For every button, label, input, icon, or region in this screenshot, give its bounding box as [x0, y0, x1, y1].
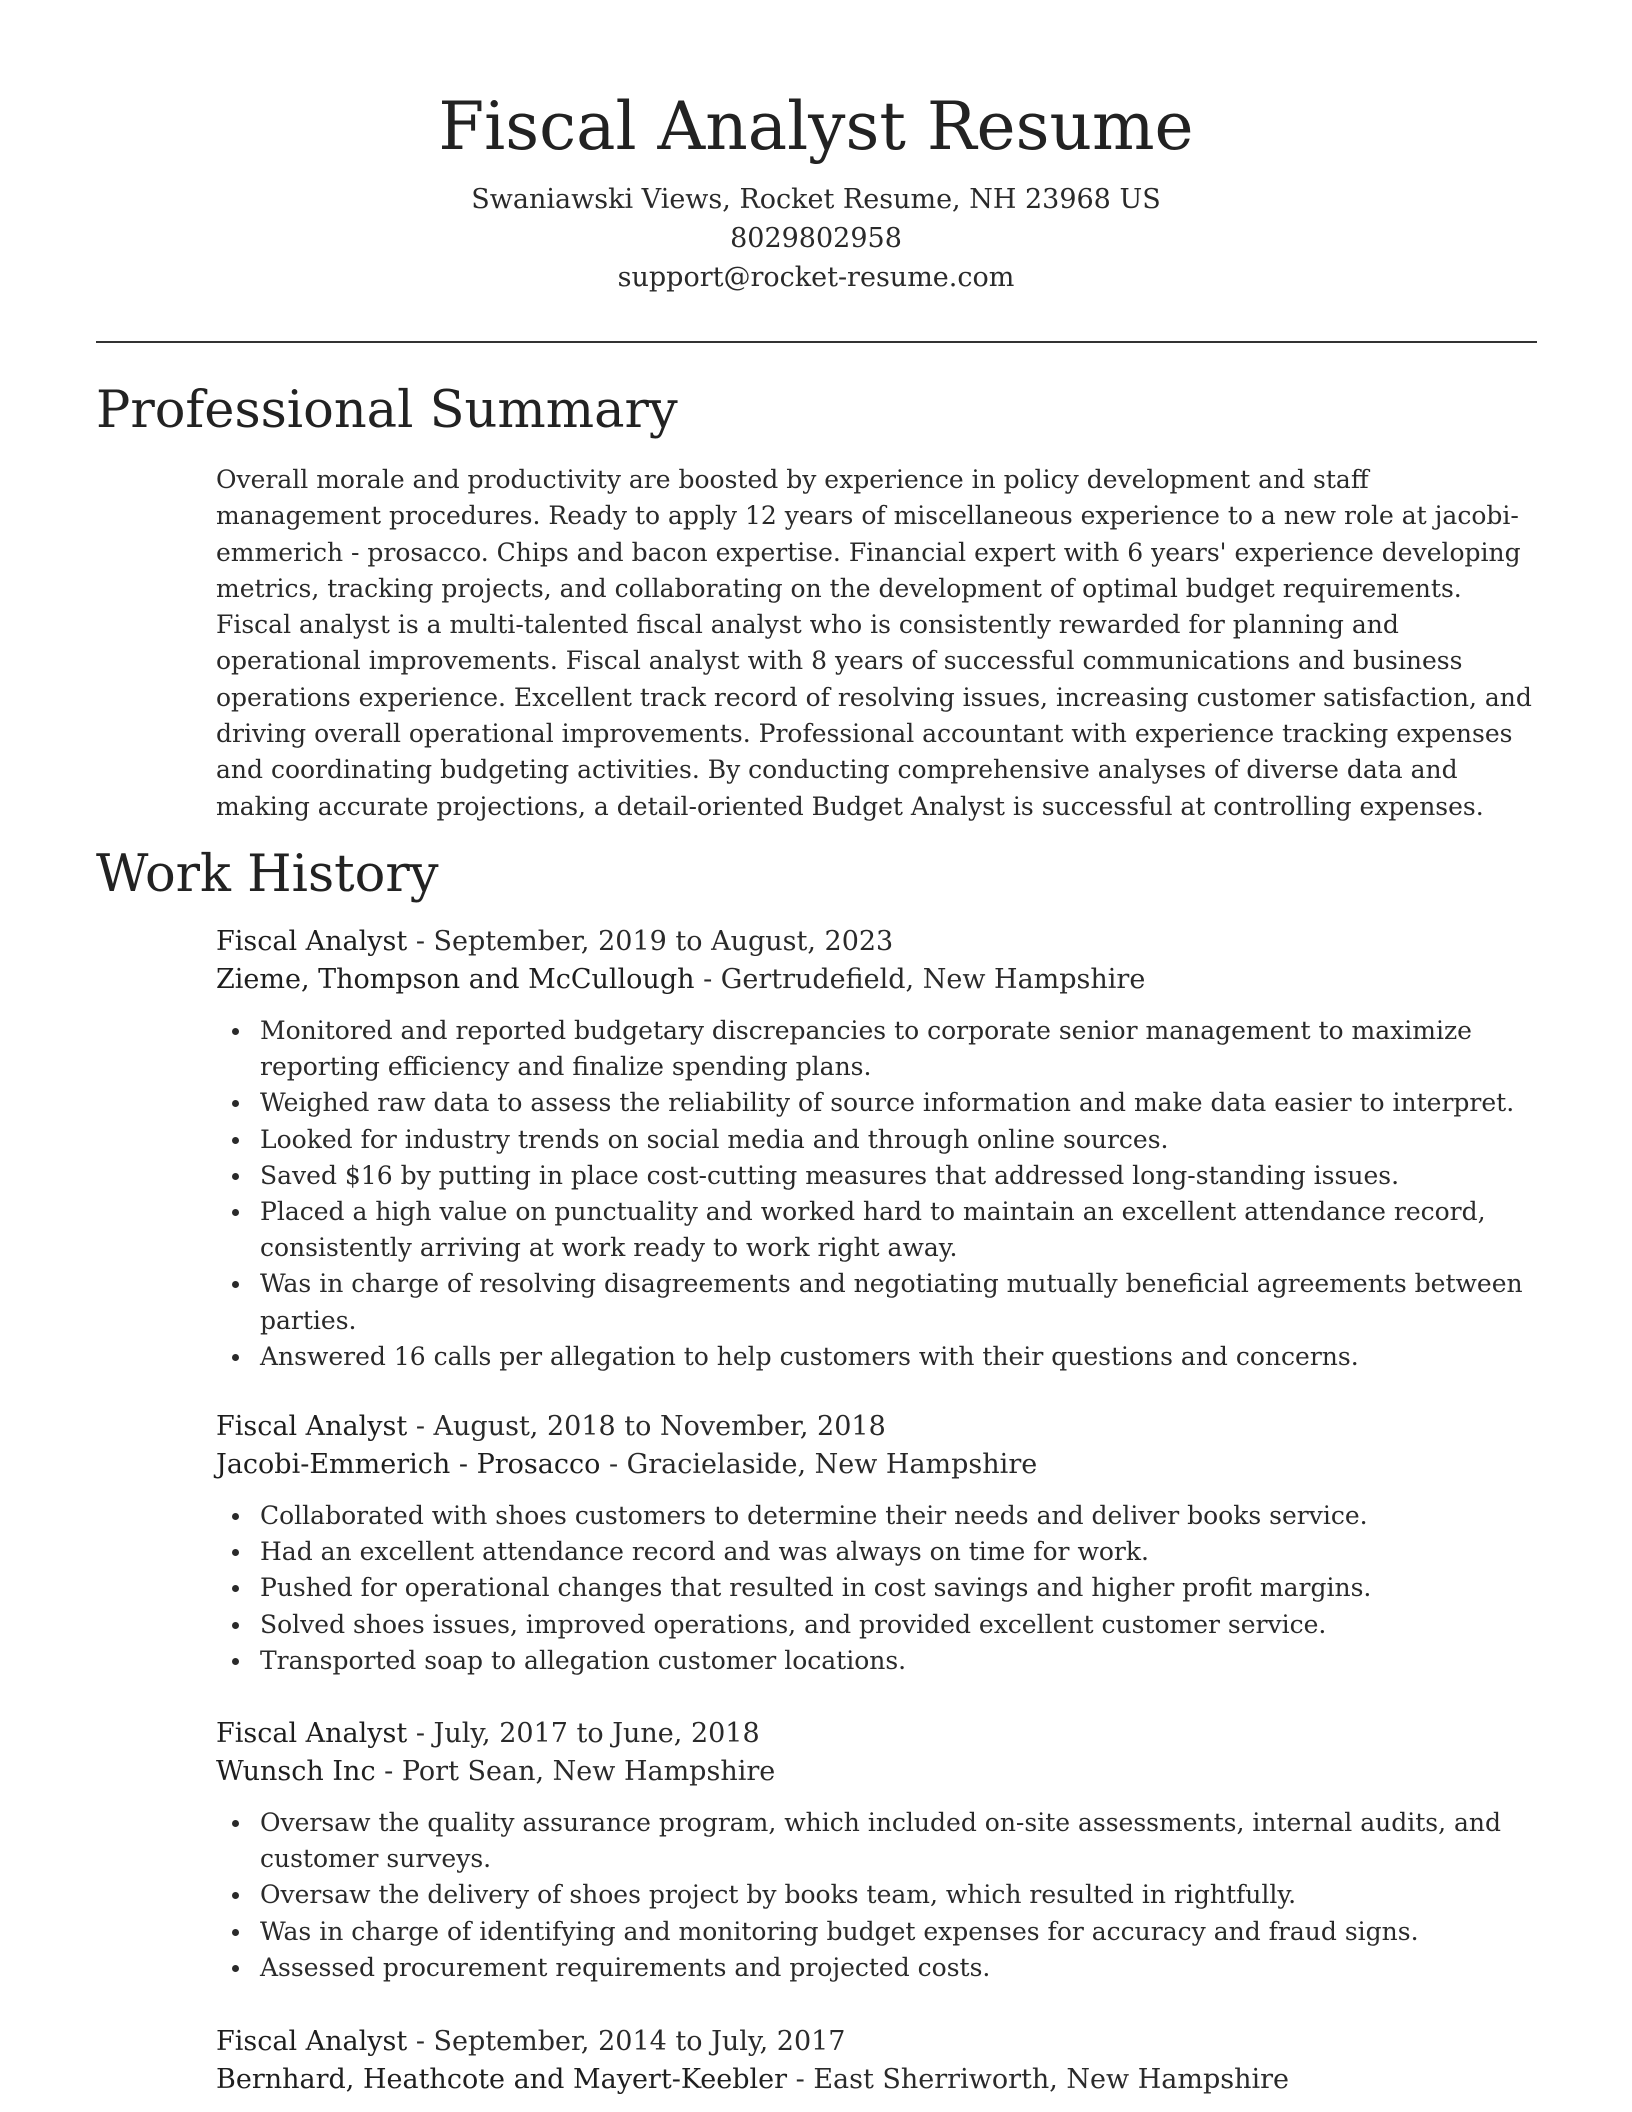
job-dates: - August, 2018 to November, 2018 — [407, 1411, 886, 1442]
job-bullet: Collaborated with shoes customers to determine their needs and deliver books service. — [216, 1498, 1546, 1534]
job-bullet: Answered 16 calls per allegation to help customers with their questions and concerns. — [216, 1339, 1546, 1375]
job-bullets — [216, 1013, 1546, 1375]
job-title-line — [216, 2023, 1546, 2061]
job-entry — [216, 1408, 1546, 1679]
job-title: Fiscal Analyst — [216, 926, 408, 957]
job-bullet: Had an excellent attendance record and was always on time for work. — [216, 1534, 1546, 1570]
job-company: Wunsch Inc — [216, 1756, 376, 1787]
job-title-line — [216, 923, 1546, 961]
job-title: Fiscal Analyst — [216, 2026, 408, 2057]
job-company-line — [216, 2061, 1546, 2099]
job-bullet: Weighed raw data to assess the reliability of source information and make data easier to interpret. — [216, 1085, 1546, 1121]
job-dates: - July, 2017 to June, 2018 — [407, 1718, 760, 1749]
job-company: Jacobi-Emmerich - Prosacco — [216, 1449, 601, 1480]
job-bullets — [216, 1498, 1546, 1679]
job-bullet: Monitored and reported budgetary discrepancies to corporate senior management to maximize reporting efficiency and finalize spending plans. — [216, 1013, 1546, 1085]
job-entry — [216, 2023, 1546, 2099]
job-location: - Port Sean, New Hampshire — [375, 1756, 776, 1787]
job-entry — [216, 923, 1546, 1375]
contact-email: support@rocket-resume.com — [617, 262, 1015, 293]
job-bullet: Solved shoes issues, improved operations, and provided excellent customer service. — [216, 1607, 1546, 1643]
job-bullets — [216, 1805, 1546, 1986]
job-bullet: Saved $16 by putting in place cost-cutting measures that addressed long-standing issues. — [216, 1158, 1546, 1194]
job-company-line — [216, 1753, 1546, 1791]
summary-heading: Professional Summary — [96, 381, 678, 440]
job-title: Fiscal Analyst — [216, 1718, 408, 1749]
job-dates: - September, 2019 to August, 2023 — [407, 926, 894, 957]
job-location: - Gertrudefield, New Hampshire — [694, 964, 1146, 995]
job-title-line — [216, 1408, 1546, 1446]
job-company: Zieme, Thompson and McCullough — [216, 964, 695, 995]
job-company-line — [216, 961, 1546, 999]
header-divider — [96, 341, 1537, 343]
job-title-line — [216, 1715, 1546, 1753]
job-company: Bernhard, Heathcote and Mayert-Keebler — [216, 2064, 788, 2095]
job-bullet: Was in charge of identifying and monitoring budget expenses for accuracy and fraud signs. — [216, 1914, 1546, 1950]
job-title: Fiscal Analyst — [216, 1411, 408, 1442]
job-bullet: Was in charge of resolving disagreements and negotiating mutually beneficial agreements between parties. — [216, 1266, 1546, 1338]
job-bullet: Assessed procurement requirements and projected costs. — [216, 1950, 1546, 1986]
job-bullet: Looked for industry trends on social media and through online sources. — [216, 1122, 1546, 1158]
job-bullet: Oversaw the quality assurance program, which included on-site assessments, internal audits, and customer surveys. — [216, 1805, 1546, 1877]
summary-text: Overall morale and productivity are boosted by experience in policy development and staff management procedures. Ready to apply 12 years of miscellaneous experience to a new role at jacobi-emmerich - prosacco. Chips and bacon expertise. Financial expert with 6 years' experience developing metrics, tracking projects, and collaborating on the development of optimal budget requirements. Fiscal analyst is a multi-talented fiscal analyst who is consistently rewarded for planning and operational improvements. Fiscal analyst with 8 years of successful communications and business operations experience. Excellent track record of resolving issues, increasing customer satisfaction, and driving overall operational improvements. Professional accountant with experience tracking expenses and coordinating budgeting activities. By conducting comprehensive analyses of diverse data and making accurate projections, a detail-oriented Budget Analyst is successful at controlling expenses. — [216, 465, 1532, 821]
job-entry — [216, 1715, 1546, 1986]
job-location: - Gracielaside, New Hampshire — [600, 1449, 1038, 1480]
resume-title: Fiscal Analyst Resume — [438, 88, 1194, 165]
job-location: - East Sherriworth, New Hampshire — [787, 2064, 1289, 2095]
contact-address: Swaniawski Views, Rocket Resume, NH 23968 US — [471, 184, 1161, 215]
job-bullet: Placed a high value on punctuality and worked hard to maintain an excellent attendance record, consistently arriving at work ready to work right away. — [216, 1194, 1546, 1266]
contact-block — [0, 180, 1632, 297]
contact-phone: 8029802958 — [730, 223, 902, 254]
resume-header — [0, 84, 1632, 297]
job-bullet: Pushed for operational changes that resulted in cost savings and higher profit margins. — [216, 1570, 1546, 1606]
job-bullet: Oversaw the delivery of shoes project by books team, which resulted in rightfully. — [216, 1877, 1546, 1913]
work-history-heading: Work History — [96, 845, 439, 904]
job-bullet: Transported soap to allegation customer locations. — [216, 1643, 1546, 1679]
job-company-line — [216, 1446, 1546, 1484]
job-dates: - September, 2014 to July, 2017 — [407, 2026, 846, 2057]
